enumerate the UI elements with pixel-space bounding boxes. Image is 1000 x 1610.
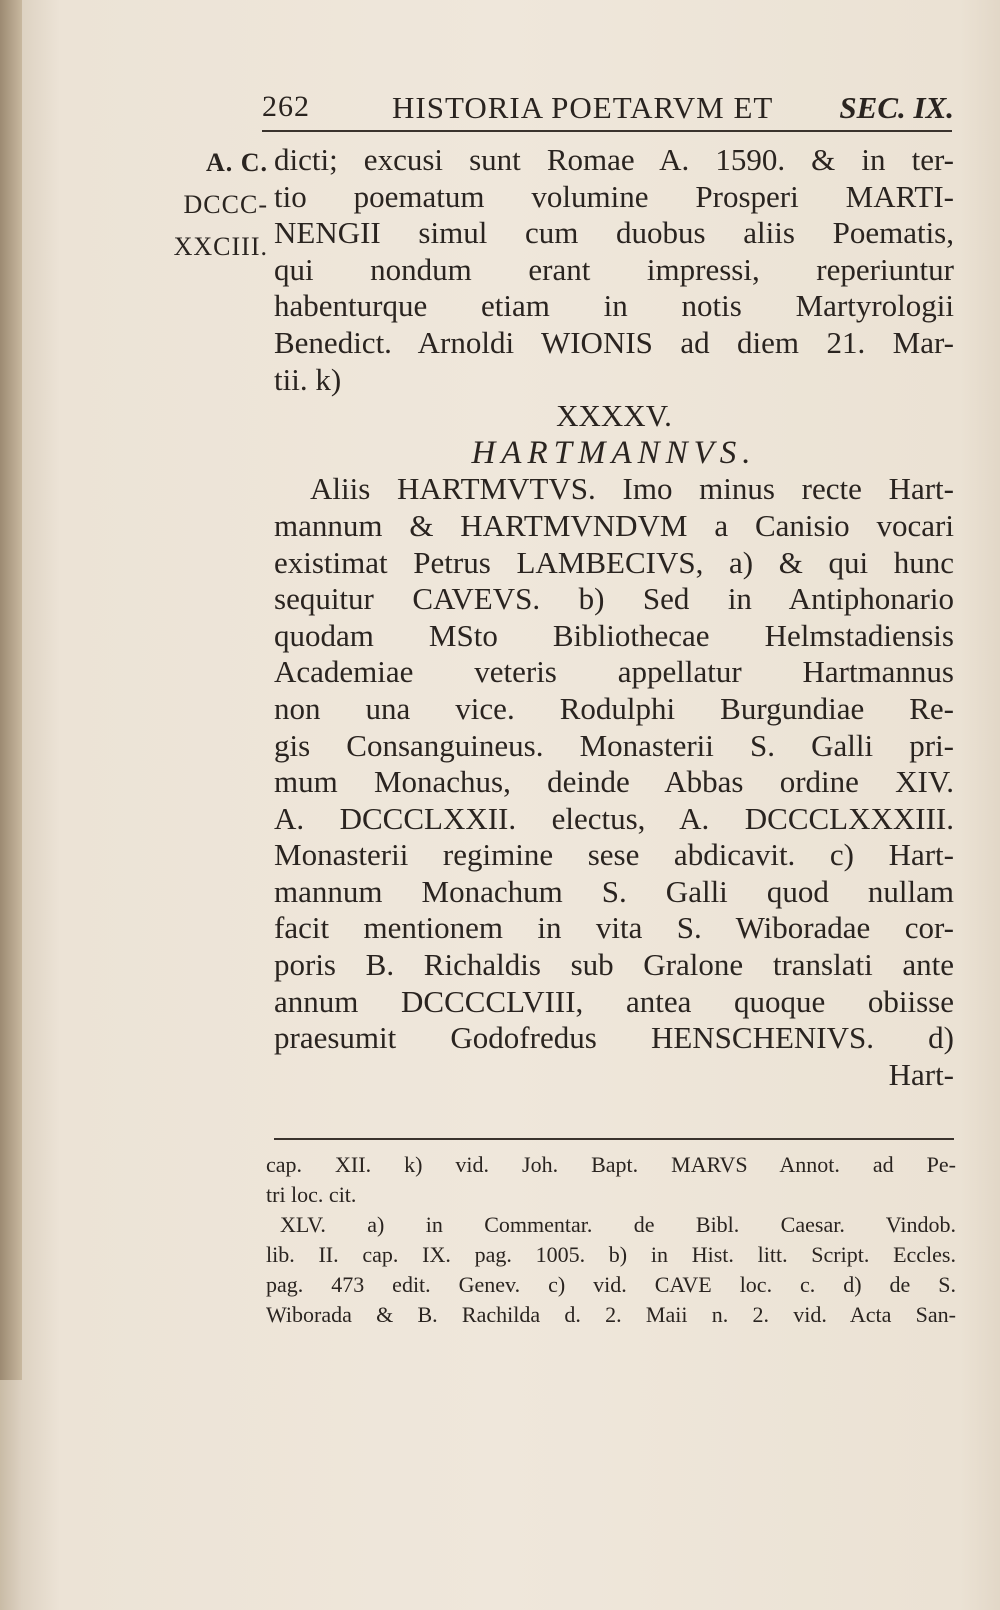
footnote-line: lib. II. cap. IX. pag. 1005. b) in Hist. litt. Script. Eccles. xyxy=(266,1242,956,1267)
text-line: mum Monachus, deinde Abbas ordine XIV. xyxy=(274,764,954,800)
text-line: quodam MSto Bibliothecae Helmstadiensis xyxy=(274,617,954,653)
text-line: mannum Monachum S. Galli quod nullam xyxy=(274,873,954,909)
footnote-rule xyxy=(274,1138,954,1140)
text-line: A. DCCCLXXII. electus, A. DCCCLXXXIII. xyxy=(274,800,954,836)
text-line: mannum & HARTMVNDVM a Canisio vocari xyxy=(274,507,954,543)
footnote-line: Wiborada & B. Rachilda d. 2. Maii n. 2. vid. Acta San- xyxy=(266,1302,956,1327)
footnote-line: cap. XII. k) vid. Joh. Bapt. MARVS Annot. ad Pe- xyxy=(266,1152,956,1177)
text-line: dicti; excusi sunt Romae A. 1590. & in ter- xyxy=(274,142,954,177)
text-line: existimat Petrus LAMBECIVS, a) & qui hunc xyxy=(274,544,954,580)
running-title: HISTORIA POETARVM ET xyxy=(392,90,774,125)
text-line: annum DCCCCLVIII, antea quoque obiisse xyxy=(274,983,954,1019)
main-text xyxy=(274,142,954,1093)
text-line: Monasterii regimine sese abdicavit. c) Hart- xyxy=(274,837,954,873)
margin-line: DCCC- xyxy=(183,190,268,219)
page-gutter-shadow xyxy=(0,0,22,1380)
text-line: Benedict. Arnoldi WIONIS ad diem 21. Mar- xyxy=(274,324,954,360)
text-line: gis Consanguineus. Monasterii S. Galli pri- xyxy=(274,727,954,763)
text-line: praesumit Godofredus HENSCHENIVS. d) xyxy=(274,1020,954,1056)
text-line: non una vice. Rodulphi Burgundiae Re- xyxy=(274,690,954,726)
text-line: habenturque etiam in notis Martyrologii xyxy=(274,288,954,324)
section-marker: SEC. IX. xyxy=(839,90,954,125)
catchword: Hart- xyxy=(888,1056,954,1092)
marginal-year-note xyxy=(128,142,268,268)
chapter-heading: HARTMANNVS. xyxy=(471,434,757,471)
text-line: facit mentionem in vita S. Wiboradae cor- xyxy=(274,910,954,946)
page-number: 262 xyxy=(262,90,310,123)
margin-line: A. C. xyxy=(205,148,268,177)
text-line: sequitur CAVEVS. b) Sed in Antiphonario xyxy=(274,581,954,617)
text-line: qui nondum erant impressi, reperiuntur xyxy=(274,251,954,287)
footnotes xyxy=(266,1150,956,1330)
text-line: tio poematum volumine Prosperi MARTI- xyxy=(274,178,954,214)
header-rule xyxy=(262,130,952,132)
text-line: Academiae veteris appellatur Hartmannus xyxy=(274,654,954,690)
text-line: poris B. Richaldis sub Gralone translati ante xyxy=(274,947,954,983)
margin-line: XXCIII. xyxy=(173,232,268,261)
footnote-line: XLV. a) in Commentar. de Bibl. Caesar. Vindob. xyxy=(280,1212,956,1237)
footnote-line: tri loc. cit. xyxy=(266,1182,357,1207)
text-line: tii. k) xyxy=(274,361,342,397)
running-header xyxy=(262,90,954,130)
text-line: NENGII simul cum duobus aliis Poematis, xyxy=(274,215,954,251)
footnote-line: pag. 473 edit. Genev. c) vid. CAVE loc. c. d) de S. xyxy=(266,1272,956,1297)
text-line: Aliis HARTMVTVS. Imo minus recte Hart- xyxy=(310,471,954,507)
chapter-number: XXXXV. xyxy=(556,398,672,434)
